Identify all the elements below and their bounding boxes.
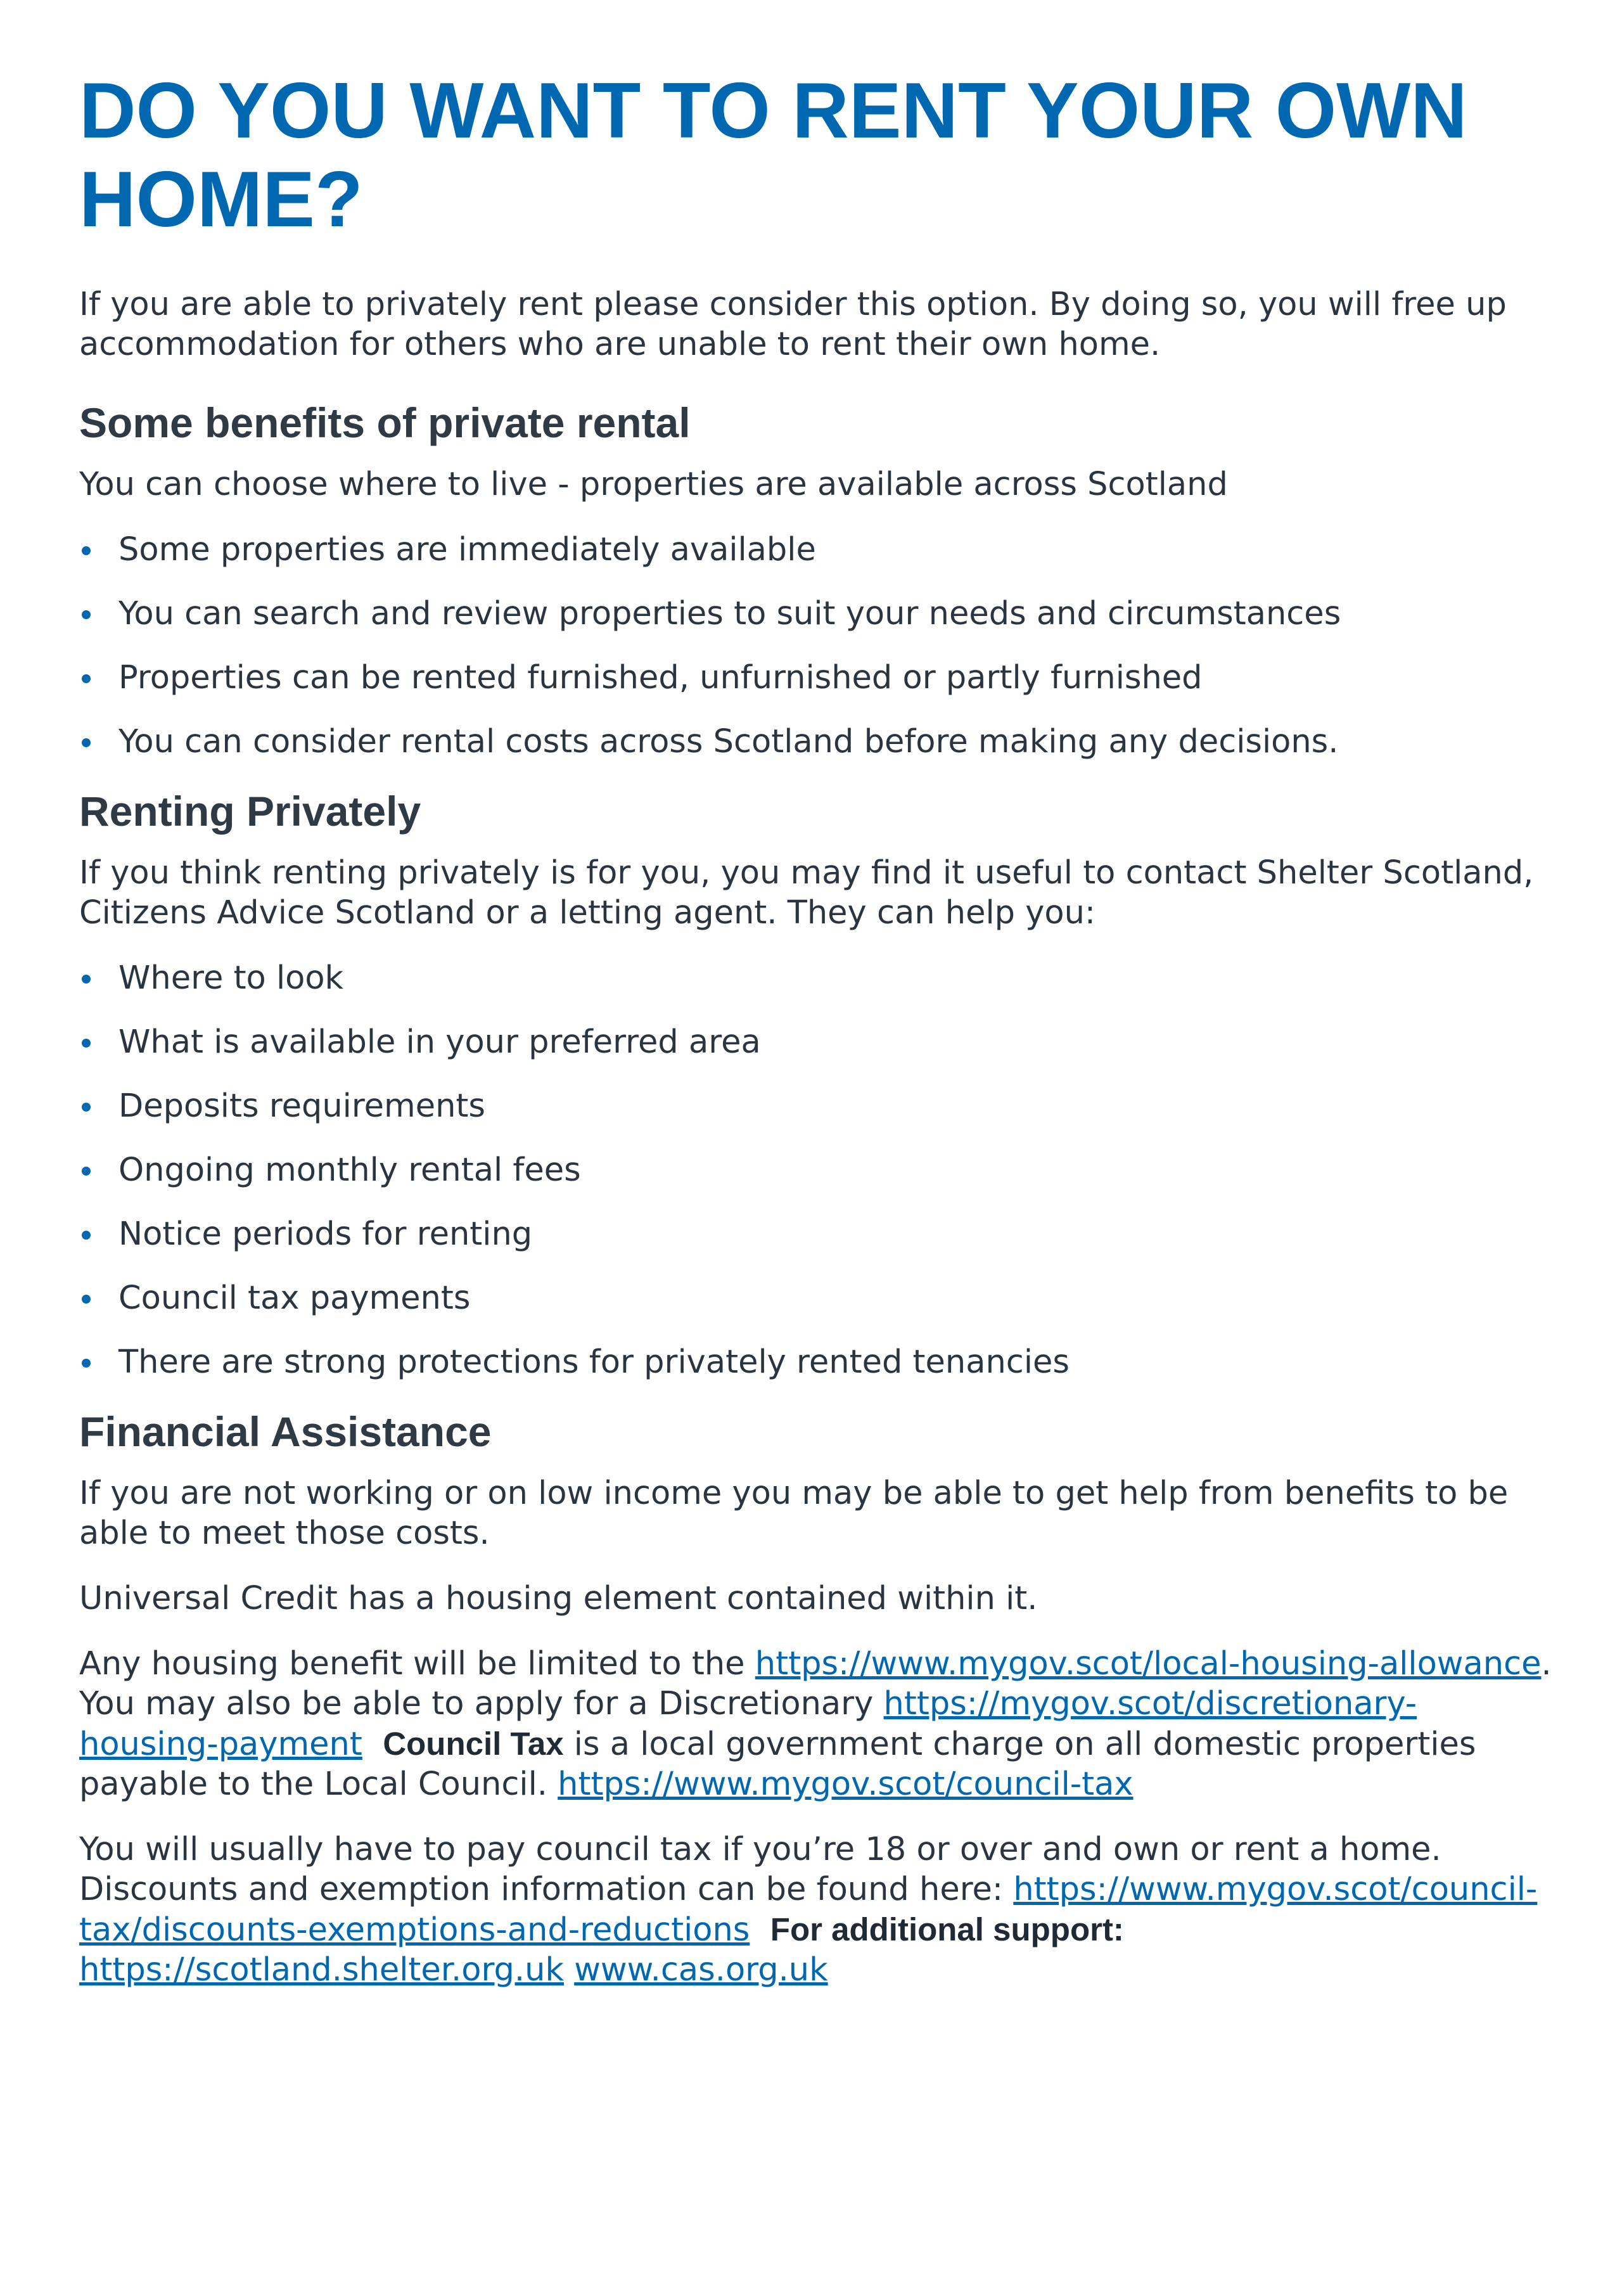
renting-list [79,958,1555,1382]
renting-heading: Renting Privately [79,788,421,835]
bullet-icon [82,674,91,683]
list-item: You can consider rental costs across Scotland before making any decisions. [79,722,1555,762]
list-item: You can search and review properties to suit your needs and circumstances [79,594,1555,634]
list-item: Deposits requirements [79,1086,1555,1126]
council-tax-link[interactable]: https://www.mygov.scot/council-tax [558,1766,1133,1803]
list-item: Where to look [79,958,1555,998]
financial-paragraph-3: Any housing benefit will be limited to the https://www.mygov.scot/local-housing-allowance. You may also be able to apply for a Discretionary https://mygov.scot/discretionary-housing-payment Council Tax is a local government charge on all domestic properties payable to the Local Council. https://www.mygov.scot/council-tax [79,1645,1552,1803]
list-item: What is available in your preferred area [79,1022,1555,1062]
list-item: Properties can be rented furnished, unfurnished or partly furnished [79,658,1555,698]
council-tax-label: Council Tax [383,1726,564,1762]
bullet-icon [82,1295,91,1304]
document-page [79,67,1555,2015]
council-tax-discounts-link[interactable]: https://www.mygov.scot/council-tax/discounts-exemptions-and-reductions [79,1871,1538,1949]
bullet-icon [82,610,91,619]
list-item: There are strong protections for privately rented tenancies [79,1342,1555,1382]
benefits-heading: Some benefits of private rental [79,399,691,446]
financial-paragraph-2: Universal Credit has a housing element contained within it. [79,1580,1038,1617]
list-item: Ongoing monthly rental fees [79,1150,1555,1190]
additional-support-label: For additional support: [770,1911,1124,1947]
discretionary-housing-payment-link[interactable]: https://mygov.scot/discretionary-housing-payment [79,1685,1417,1763]
financial-section [79,1405,1555,1990]
local-housing-allowance-link[interactable]: https://www.mygov.scot/local-housing-allowance [755,1645,1542,1683]
renting-lead: If you think renting privately is for you, you may find it useful to contact Shelter Scotland, Citizens Advice Scotland or a letting agent. They can help you: [79,854,1534,932]
list-item: Council tax payments [79,1278,1555,1318]
page-title: DO YOU WANT TO RENT YOUR OWN HOME? [79,67,1467,243]
bullet-icon [82,1231,91,1240]
bullet-icon [82,1039,91,1048]
renting-section [79,785,1555,1382]
financial-paragraph-4: You will usually have to pay council tax if you’re 18 or over and own or rent a home. Discounts and exemption information can be found here: https://www.mygov.scot/council-tax/discounts-exemptions-and-reductions For additional support: https://scotland.shelter.org.uk www.cas.org.uk [79,1831,1538,1989]
benefits-list [79,530,1555,762]
benefits-section [79,396,1555,762]
benefits-lead: You can choose where to live - properties are available across Scotland [79,466,1228,503]
bullet-icon [82,1167,91,1176]
bullet-icon [82,738,91,747]
shelter-scotland-link[interactable]: https://scotland.shelter.org.uk [79,1951,564,1989]
intro-paragraph: If you are able to privately rent please consider this option. By doing so, you will free up accommodation for others who are unable to rent their own home. [79,286,1507,363]
cas-link[interactable]: www.cas.org.uk [574,1951,828,1989]
list-item: Notice periods for renting [79,1214,1555,1254]
bullet-icon [82,1103,91,1112]
bullet-icon [82,1359,91,1368]
bullet-icon [82,975,91,984]
list-item: Some properties are immediately available [79,530,1555,570]
financial-heading: Financial Assistance [79,1408,492,1455]
financial-paragraph-1: If you are not working or on low income you may be able to get help from benefits to be able to meet those costs. [79,1475,1509,1552]
bullet-icon [82,546,91,555]
